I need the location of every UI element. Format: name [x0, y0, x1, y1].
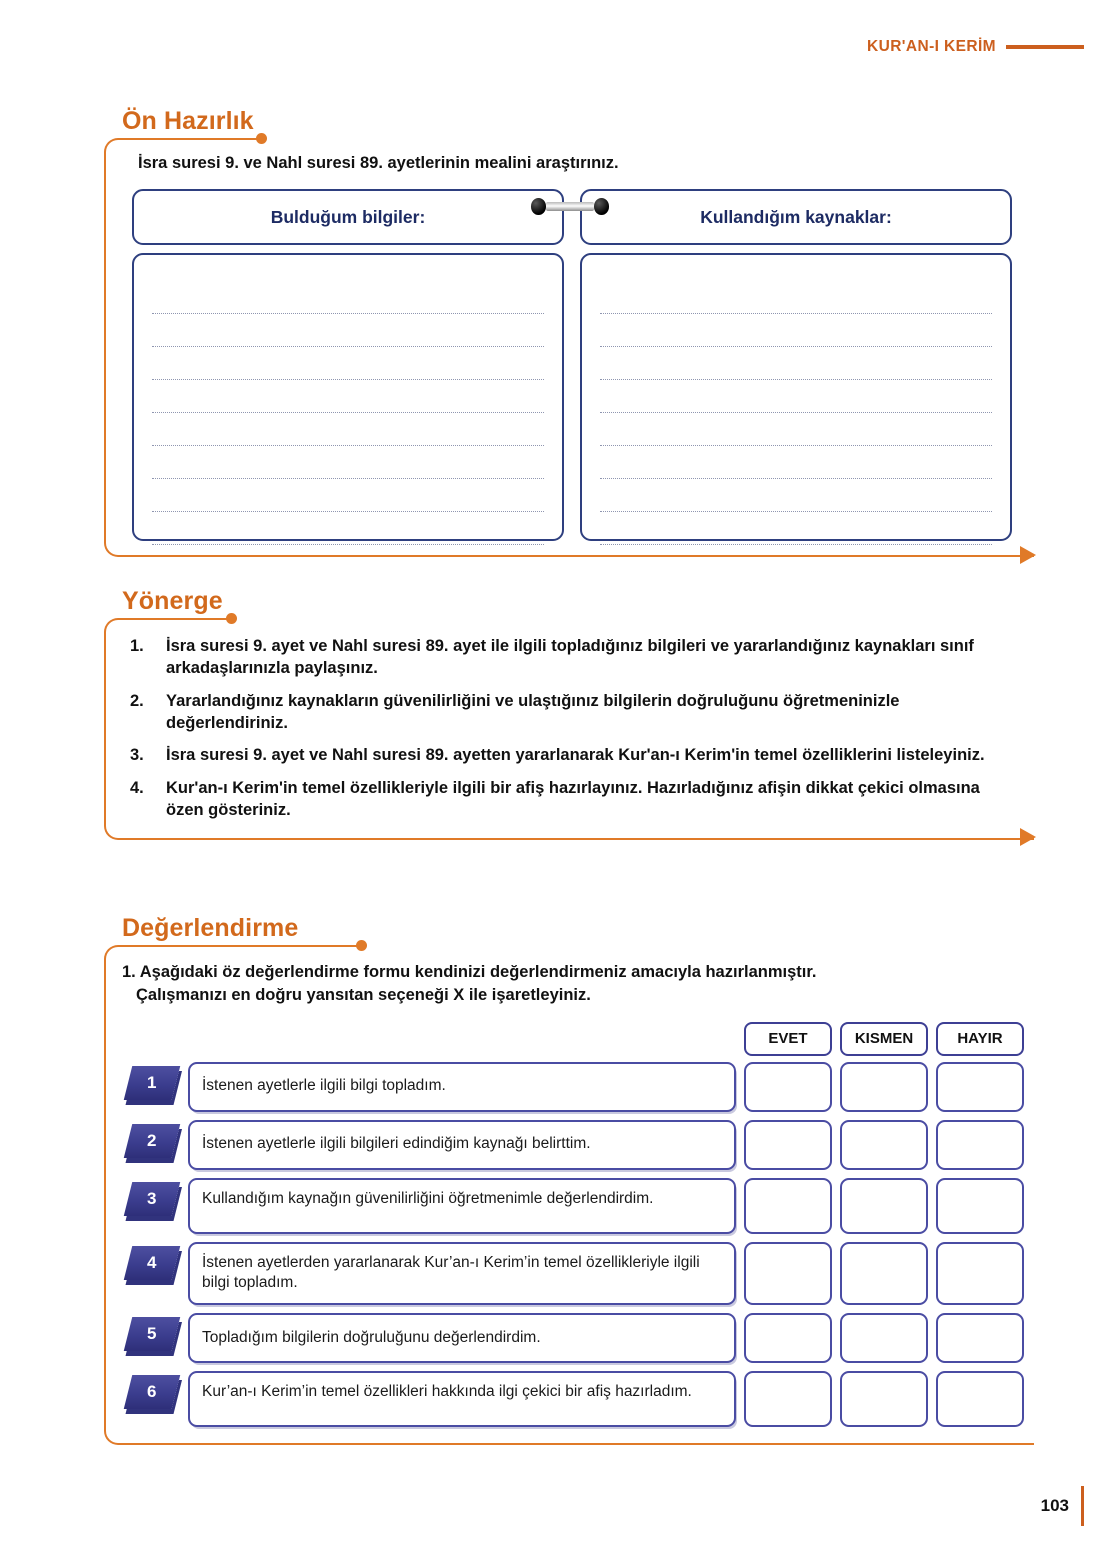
- row-statement: İstenen ayetlerle ilgili bilgileri edindiğim kaynağı belirttim.: [188, 1120, 736, 1170]
- dumbbell-weight-right: [594, 198, 609, 215]
- checkbox-evet[interactable]: [744, 1313, 832, 1363]
- bracket-dot: [256, 133, 267, 144]
- bracket-arrow-icon: [1020, 546, 1036, 564]
- row-number-badge: [128, 1178, 180, 1234]
- checkbox-evet[interactable]: [744, 1120, 832, 1170]
- list-item-text: Kur'an-ı Kerim'in temel özellikleriyle ilgili bir afiş hazırlayınız. Hazırladığınız afişin dikkat çekici olmasına özen gösteriniz.: [166, 779, 980, 819]
- chapter-title: KUR'AN-I KERİM: [867, 38, 996, 55]
- checkbox-evet[interactable]: [744, 1062, 832, 1112]
- section-assessment: [104, 915, 1034, 1445]
- writing-line: [600, 380, 992, 413]
- writing-line: [152, 281, 544, 314]
- list-item-number: 4.: [130, 779, 144, 798]
- table-row: [128, 1178, 1024, 1234]
- checkbox-kismen[interactable]: [840, 1313, 928, 1363]
- checkbox-kismen[interactable]: [840, 1371, 928, 1427]
- row-number-badge: [128, 1120, 180, 1170]
- row-number-badge: [128, 1371, 180, 1427]
- writing-line: [600, 347, 992, 380]
- row-number: 3: [147, 1188, 157, 1208]
- section-instructions: [104, 588, 1034, 840]
- column-header-kismen: KISMEN: [840, 1022, 928, 1056]
- row-number: 5: [147, 1324, 157, 1343]
- list-item-text: Yararlandığınız kaynakların güvenilirliğini ve ulaştığınız bilgilerin doğruluğunu öğretmeninizle değerlendiriniz.: [166, 691, 900, 732]
- row-number-badge: [128, 1242, 180, 1305]
- preparation-question: İsra suresi 9. ve Nahl suresi 89. ayetlerinin mealini araştırınız.: [138, 154, 619, 173]
- checkbox-evet[interactable]: [744, 1242, 832, 1305]
- list-item-number: 1.: [130, 637, 144, 656]
- found-info-title: Bulduğum bilgiler:: [132, 189, 564, 245]
- writing-line: [152, 446, 544, 479]
- bracket-dot: [226, 613, 237, 624]
- writing-line: [152, 479, 544, 512]
- assessment-title: Değerlendirme: [122, 914, 299, 942]
- writing-line: [600, 314, 992, 347]
- found-info-column: [132, 189, 564, 541]
- writing-line: [152, 512, 544, 545]
- checkbox-hayir[interactable]: [936, 1313, 1024, 1363]
- checkbox-evet[interactable]: [744, 1371, 832, 1427]
- checkbox-kismen[interactable]: [840, 1062, 928, 1112]
- page-header: [867, 38, 1084, 56]
- writing-line: [600, 479, 992, 512]
- dumbbell-icon: [531, 195, 609, 217]
- sources-title: Kullandığım kaynaklar:: [580, 189, 1012, 245]
- dumbbell-bar: [546, 202, 593, 211]
- preparation-boxes: [106, 173, 1034, 541]
- writing-line: [152, 380, 544, 413]
- writing-line: [152, 413, 544, 446]
- table-row: [128, 1313, 1024, 1363]
- list-item: [130, 745, 1014, 767]
- table-row: [128, 1371, 1024, 1427]
- self-assessment-form: [106, 1006, 1034, 1427]
- header-rule: [1006, 45, 1084, 49]
- row-number: 1: [147, 1072, 157, 1092]
- footer-rule: [1081, 1486, 1084, 1526]
- row-number-badge: [128, 1062, 180, 1112]
- preparation-bracket: [104, 138, 1034, 557]
- list-item: [130, 778, 1014, 822]
- checkbox-hayir[interactable]: [936, 1120, 1024, 1170]
- bracket-dot: [356, 940, 367, 951]
- row-number: 6: [147, 1382, 157, 1401]
- writing-line: [600, 446, 992, 479]
- checkbox-hayir[interactable]: [936, 1062, 1024, 1112]
- checkbox-kismen[interactable]: [840, 1178, 928, 1234]
- sources-column: [580, 189, 1012, 541]
- list-item: [130, 691, 1014, 735]
- table-row: [128, 1062, 1024, 1112]
- sources-writing-area[interactable]: [580, 253, 1012, 541]
- row-statement: Kullandığım kaynağın güvenilirliğini öğretmenimle değerlendirdim.: [188, 1178, 736, 1234]
- checkbox-hayir[interactable]: [936, 1371, 1024, 1427]
- found-info-writing-area[interactable]: [132, 253, 564, 541]
- assessment-instruction-line2: Çalışmanızı en doğru yansıtan seçeneği X ile işaretleyiniz.: [136, 985, 591, 1004]
- column-header-evet: EVET: [744, 1022, 832, 1056]
- writing-line: [152, 347, 544, 380]
- form-column-headers: [128, 1022, 1024, 1056]
- column-header-hayir: HAYIR: [936, 1022, 1024, 1056]
- assessment-instruction-line1: 1. Aşağıdaki öz değerlendirme formu kendinizi değerlendirmeniz amacıyla hazırlanmıştır.: [122, 963, 817, 982]
- row-number-badge: [128, 1313, 180, 1363]
- writing-line: [152, 314, 544, 347]
- bracket-top-arm: [120, 138, 260, 141]
- writing-line: [600, 281, 992, 314]
- writing-line: [600, 413, 992, 446]
- preparation-title: Ön Hazırlık: [122, 107, 254, 135]
- checkbox-evet[interactable]: [744, 1178, 832, 1234]
- bracket-arrow-icon: [1020, 828, 1036, 846]
- list-item-text: İsra suresi 9. ayet ve Nahl suresi 89. ayet ile ilgili topladığınız bilgileri ve yararlandığınız kaynakları sınıf arkadaşlarınızla paylaşınız.: [166, 637, 974, 678]
- list-item-number: 2.: [130, 691, 144, 710]
- row-statement: Kur’an-ı Kerim’in temel özellikleri hakkında ilgi çekici bir afiş hazırladım.: [188, 1371, 736, 1427]
- assessment-instruction: [106, 961, 1034, 1006]
- dumbbell-weight-left: [531, 198, 546, 215]
- list-item: [130, 636, 1014, 680]
- bracket-top-arm: [120, 618, 230, 621]
- list-item-number: 3.: [130, 746, 144, 765]
- writing-line: [600, 512, 992, 545]
- checkbox-hayir[interactable]: [936, 1178, 1024, 1234]
- checkbox-kismen[interactable]: [840, 1242, 928, 1305]
- row-statement: İstenen ayetlerle ilgili bilgi topladım.: [188, 1062, 736, 1112]
- row-number: 2: [147, 1130, 157, 1150]
- row-statement: İstenen ayetlerden yararlanarak Kur’an-ı Kerim’in temel özellikleriyle ilgili bilgi topladım.: [188, 1242, 736, 1305]
- page-number: 103: [1040, 1496, 1069, 1515]
- checkbox-kismen[interactable]: [840, 1120, 928, 1170]
- row-statement: Topladığım bilgilerin doğruluğunu değerlendirdim.: [188, 1313, 736, 1363]
- instructions-title: Yönerge: [122, 587, 223, 615]
- list-item-text: İsra suresi 9. ayet ve Nahl suresi 89. ayetten yararlanarak Kur'an-ı Kerim'in temel özelliklerini listeleyiniz.: [166, 746, 985, 765]
- assessment-bracket: [104, 945, 1034, 1445]
- bracket-top-arm: [120, 945, 360, 948]
- row-number: 4: [147, 1252, 157, 1272]
- instructions-bracket: [104, 618, 1034, 839]
- checkbox-hayir[interactable]: [936, 1242, 1024, 1305]
- table-row: [128, 1242, 1024, 1305]
- table-row: [128, 1120, 1024, 1170]
- section-preparation: [104, 108, 1034, 557]
- page-footer: [1041, 1486, 1084, 1526]
- instructions-list: [106, 634, 1034, 821]
